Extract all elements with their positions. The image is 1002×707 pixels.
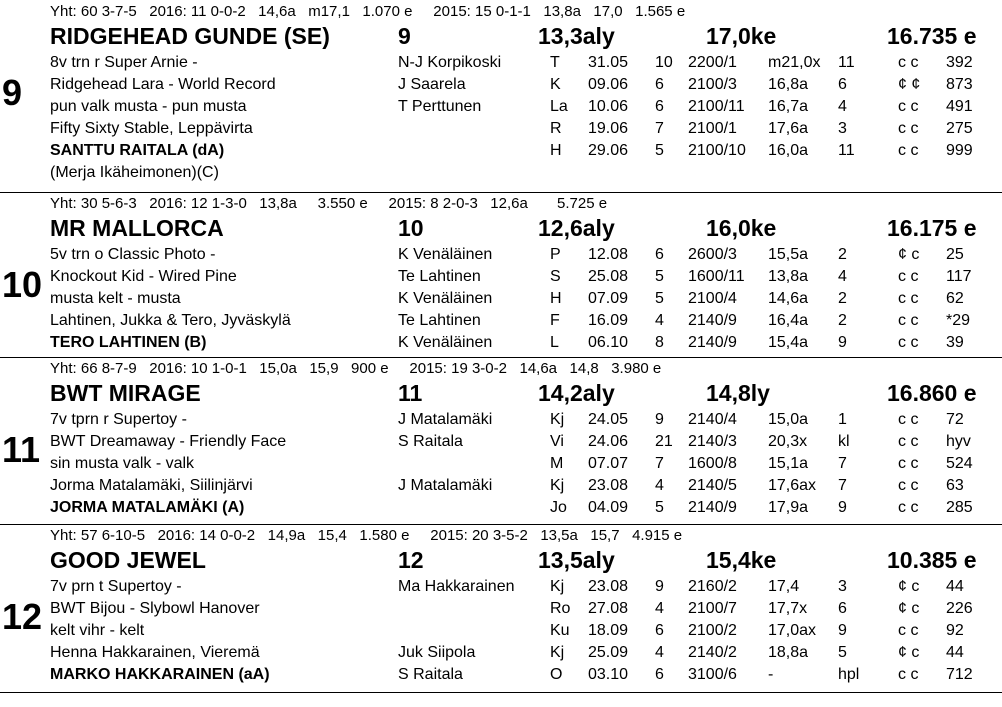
start-track: O [550, 666, 563, 683]
start-place: 6 [838, 76, 847, 93]
start-time: 16,0a [768, 142, 809, 159]
start-prize: 226 [946, 600, 973, 617]
driver-name: TERO LAHTINEN (B) [50, 334, 207, 351]
start-pos: 5 [655, 142, 664, 159]
start-time: 15,1a [768, 455, 809, 472]
driver-name: MARKO HAKKARAINEN (aA) [50, 666, 270, 683]
start-dist: 2600/3 [688, 246, 737, 263]
start-dist: 2140/3 [688, 433, 737, 450]
horse-info-line: BWT Bijou - Slybowl Hanover [50, 600, 260, 617]
start-shoe: c c [898, 334, 919, 351]
odds-primary: 13,3aly [538, 23, 615, 49]
start-track: K [550, 76, 561, 93]
horse-info-line: Jorma Matalamäki, Siilinjärvi [50, 477, 253, 494]
horse-info-line: sin musta valk - valk [50, 455, 195, 472]
start-date: 24.05 [588, 411, 629, 428]
start-pos: 9 [655, 411, 664, 428]
start-time: 17,9a [768, 499, 809, 516]
start-time: 14,6a [768, 290, 809, 307]
divider [0, 524, 1002, 525]
start-date: 25.08 [588, 268, 629, 285]
start-prize: 39 [946, 334, 964, 351]
start-person: K Venäläinen [398, 334, 493, 351]
start-dist: 2140/2 [688, 644, 737, 661]
start-person: K Venäläinen [398, 290, 493, 307]
horse-stats: Yht: 66 8-7-9 2016: 10 1-0-1 15,0a 15,9 900 e 2015: 19 3-0-2 14,6a 14,8 3.980 e [50, 360, 662, 377]
start-time: - [768, 666, 774, 683]
start-prize: 62 [946, 290, 964, 307]
start-dist: 2100/3 [688, 76, 737, 93]
start-person: N-J Korpikoski [398, 54, 502, 71]
start-track: Kj [550, 644, 565, 661]
start-shoe: c c [898, 290, 919, 307]
start-person: J Saarela [398, 76, 466, 93]
start-track: Vi [550, 433, 564, 450]
horse-number: 11 [2, 429, 41, 470]
start-time: 18,8a [768, 644, 809, 661]
start-shoe: c c [898, 312, 919, 329]
start-person: J Matalamäki [398, 477, 493, 494]
start-dist: 2140/5 [688, 477, 737, 494]
start-pos: 4 [655, 312, 664, 329]
horse-info-line: kelt vihr - kelt [50, 622, 145, 639]
start-track: T [550, 54, 560, 71]
prize-money: 16.860 e [887, 380, 977, 406]
start-dist: 2200/1 [688, 54, 737, 71]
start-place: 2 [838, 312, 847, 329]
start-shoe: c c [898, 666, 919, 683]
start-date: 23.08 [588, 477, 629, 494]
start-date: 07.07 [588, 455, 629, 472]
start-shoe: c c [898, 411, 919, 428]
start-pos: 4 [655, 600, 664, 617]
odds-primary: 12,6aly [538, 215, 615, 241]
start-date: 09.06 [588, 76, 629, 93]
horse-info-line: Fifty Sixty Stable, Leppävirta [50, 120, 253, 137]
horse-name: GOOD JEWEL [50, 547, 206, 573]
start-date: 10.06 [588, 98, 629, 115]
start-track: Kj [550, 477, 565, 494]
start-pos: 8 [655, 334, 664, 351]
start-pos: 6 [655, 666, 664, 683]
start-pos: 7 [655, 120, 664, 137]
start-date: 03.10 [588, 666, 629, 683]
start-prize: 44 [946, 644, 964, 661]
start-dist: 2160/2 [688, 578, 737, 595]
start-prize: 392 [946, 54, 973, 71]
odds-primary: 13,5aly [538, 547, 615, 573]
start-date: 25.09 [588, 644, 629, 661]
start-place: 4 [838, 98, 847, 115]
start-track: Kj [550, 411, 565, 428]
horse-extra-info: (Merja Ikäheimonen)(C) [50, 164, 219, 181]
horse-info-line: 7v tprn r Supertoy - [50, 411, 187, 428]
divider [0, 357, 1002, 358]
start-pos: 6 [655, 246, 664, 263]
start-date: 24.06 [588, 433, 629, 450]
start-prize: 524 [946, 455, 973, 472]
start-date: 18.09 [588, 622, 629, 639]
track-number: 9 [398, 23, 411, 49]
start-place: 6 [838, 600, 847, 617]
start-dist: 2100/4 [688, 290, 737, 307]
start-place: 1 [838, 411, 847, 428]
prize-money: 10.385 e [887, 547, 977, 573]
start-shoe: ¢ c [898, 246, 920, 263]
track-number: 11 [398, 380, 423, 406]
start-prize: 275 [946, 120, 973, 137]
start-track: Jo [550, 499, 567, 516]
start-dist: 1600/11 [688, 268, 745, 285]
start-pos: 6 [655, 98, 664, 115]
start-shoe: ¢ c [898, 644, 920, 661]
start-pos: 21 [655, 433, 673, 450]
horse-number: 10 [2, 264, 43, 305]
horse-info-line: 8v trn r Super Arnie - [50, 54, 198, 71]
divider [0, 692, 1002, 693]
start-place: 11 [838, 54, 855, 71]
odds-secondary: 16,0ke [706, 215, 777, 241]
start-prize: 25 [946, 246, 964, 263]
start-dist: 2100/7 [688, 600, 737, 617]
start-prize: 285 [946, 499, 973, 516]
start-time: 15,5a [768, 246, 809, 263]
start-time: 16,7a [768, 98, 809, 115]
driver-name: JORMA MATALAMÄKI (A) [50, 499, 245, 516]
start-prize: 63 [946, 477, 964, 494]
horse-info-line: musta kelt - musta [50, 290, 181, 307]
start-dist: 2140/9 [688, 312, 737, 329]
divider [0, 192, 1002, 193]
horse-info-line: Ridgehead Lara - World Record [50, 76, 276, 93]
start-time: 17,7x [768, 600, 808, 617]
start-dist: 2140/4 [688, 411, 737, 428]
start-shoe: c c [898, 499, 919, 516]
start-time: 16,8a [768, 76, 809, 93]
horse-info-line: Henna Hakkarainen, Vieremä [50, 644, 260, 661]
start-prize: hyv [946, 433, 971, 450]
start-shoe: c c [898, 477, 919, 494]
start-prize: 491 [946, 98, 973, 115]
start-shoe: c c [898, 54, 919, 71]
start-track: M [550, 455, 564, 472]
start-place: 11 [838, 142, 855, 159]
start-prize: 72 [946, 411, 964, 428]
start-dist: 3100/6 [688, 666, 737, 683]
start-time: 16,4a [768, 312, 809, 329]
start-dist: 2100/2 [688, 622, 737, 639]
start-track: Kj [550, 578, 565, 595]
horse-info-line: pun valk musta - pun musta [50, 98, 247, 115]
start-shoe: ¢ c [898, 600, 920, 617]
start-person: S Raitala [398, 433, 463, 450]
start-time: 17,0ax [768, 622, 817, 639]
odds-secondary: 17,0ke [706, 23, 777, 49]
horse-name: BWT MIRAGE [50, 380, 201, 406]
start-time: 20,3x [768, 433, 808, 450]
horse-info-line: 5v trn o Classic Photo - [50, 246, 216, 263]
start-prize: 44 [946, 578, 964, 595]
horse-stats: Yht: 60 3-7-5 2016: 11 0-0-2 14,6a m17,1 1.070 e 2015: 15 0-1-1 13,8a 17,0 1.565 e [50, 3, 686, 20]
start-prize: 92 [946, 622, 964, 639]
start-time: m21,0x [768, 54, 821, 71]
start-date: 07.09 [588, 290, 629, 307]
start-dist: 2140/9 [688, 334, 737, 351]
start-place: kl [838, 433, 850, 450]
start-date: 12.08 [588, 246, 629, 263]
horse-stats: Yht: 30 5-6-3 2016: 12 1-3-0 13,8a 3.550 e 2015: 8 2-0-3 12,6a 5.725 e [50, 195, 608, 212]
start-time: 17,4 [768, 578, 800, 595]
start-pos: 6 [655, 622, 664, 639]
horse-info-line: 7v prn t Supertoy - [50, 578, 182, 595]
start-date: 19.06 [588, 120, 629, 137]
start-time: 13,8a [768, 268, 809, 285]
horse-info-line: Lahtinen, Jukka & Tero, Jyväskylä [50, 312, 291, 329]
start-person: K Venäläinen [398, 246, 493, 263]
start-shoe: c c [898, 433, 919, 450]
horse-info-line: BWT Dreamaway - Friendly Face [50, 433, 287, 450]
start-shoe: c c [898, 98, 919, 115]
driver-name: SANTTU RAITALA (dA) [50, 142, 225, 159]
start-track: La [550, 98, 568, 115]
start-shoe: c c [898, 622, 919, 639]
start-pos: 6 [655, 76, 664, 93]
start-time: 15,0a [768, 411, 809, 428]
start-prize: 873 [946, 76, 973, 93]
start-date: 27.08 [588, 600, 629, 617]
start-pos: 5 [655, 499, 664, 516]
start-shoe: c c [898, 455, 919, 472]
start-track: Ro [550, 600, 571, 617]
start-person: Ma Hakkarainen [398, 578, 515, 595]
horse-info-line: Knockout Kid - Wired Pine [50, 268, 237, 285]
start-date: 04.09 [588, 499, 629, 516]
start-person: S Raitala [398, 666, 463, 683]
horse-number: 9 [2, 72, 23, 113]
start-place: 9 [838, 622, 847, 639]
horse-number: 12 [2, 596, 43, 637]
start-pos: 10 [655, 54, 673, 71]
start-date: 29.06 [588, 142, 629, 159]
start-person: T Perttunen [398, 98, 482, 115]
start-track: Ku [550, 622, 570, 639]
odds-secondary: 15,4ke [706, 547, 777, 573]
start-place: 2 [838, 290, 847, 307]
start-pos: 4 [655, 644, 664, 661]
start-place: 3 [838, 578, 847, 595]
start-shoe: c c [898, 142, 919, 159]
odds-secondary: 14,8ly [706, 380, 770, 406]
start-place: 7 [838, 455, 847, 472]
start-place: 5 [838, 644, 847, 661]
start-person: Juk Siipola [398, 644, 476, 661]
start-dist: 1600/8 [688, 455, 737, 472]
start-place: 4 [838, 268, 847, 285]
start-pos: 9 [655, 578, 664, 595]
prize-money: 16.735 e [887, 23, 977, 49]
start-shoe: c c [898, 120, 919, 137]
start-track: S [550, 268, 561, 285]
start-date: 23.08 [588, 578, 629, 595]
start-shoe: c c [898, 268, 919, 285]
track-number: 10 [398, 215, 424, 241]
start-place: 9 [838, 499, 847, 516]
horse-name: MR MALLORCA [50, 215, 224, 241]
start-dist: 2100/1 [688, 120, 737, 137]
start-dist: 2140/9 [688, 499, 737, 516]
horse-name: RIDGEHEAD GUNDE (SE) [50, 23, 330, 49]
horse-stats: Yht: 57 6-10-5 2016: 14 0-0-2 14,9a 15,4 1.580 e 2015: 20 3-5-2 13,5a 15,7 4.915 e [50, 527, 683, 544]
start-time: 15,4a [768, 334, 809, 351]
start-dist: 2100/10 [688, 142, 746, 159]
start-track: L [550, 334, 559, 351]
start-prize: *29 [946, 312, 971, 329]
start-track: P [550, 246, 561, 263]
start-track: F [550, 312, 560, 329]
start-pos: 7 [655, 455, 664, 472]
start-person: J Matalamäki [398, 411, 493, 428]
start-place: 9 [838, 334, 847, 351]
start-shoe: ¢ c [898, 578, 920, 595]
start-place: hpl [838, 666, 860, 683]
start-time: 17,6a [768, 120, 809, 137]
start-prize: 999 [946, 142, 973, 159]
start-pos: 5 [655, 268, 664, 285]
start-date: 06.10 [588, 334, 629, 351]
start-place: 2 [838, 246, 847, 263]
start-track: H [550, 290, 562, 307]
start-time: 17,6ax [768, 477, 817, 494]
start-place: 7 [838, 477, 847, 494]
start-pos: 5 [655, 290, 664, 307]
track-number: 12 [398, 547, 424, 573]
start-prize: 712 [946, 666, 973, 683]
start-date: 31.05 [588, 54, 629, 71]
start-date: 16.09 [588, 312, 629, 329]
start-shoe: ¢ ¢ [898, 76, 921, 93]
start-place: 3 [838, 120, 847, 137]
prize-money: 16.175 e [887, 215, 977, 241]
start-dist: 2100/11 [688, 98, 745, 115]
odds-primary: 14,2aly [538, 380, 615, 406]
start-track: H [550, 142, 562, 159]
start-pos: 4 [655, 477, 664, 494]
start-track: R [550, 120, 562, 137]
start-person: Te Lahtinen [398, 268, 481, 285]
start-person: Te Lahtinen [398, 312, 481, 329]
start-prize: 117 [946, 268, 972, 285]
